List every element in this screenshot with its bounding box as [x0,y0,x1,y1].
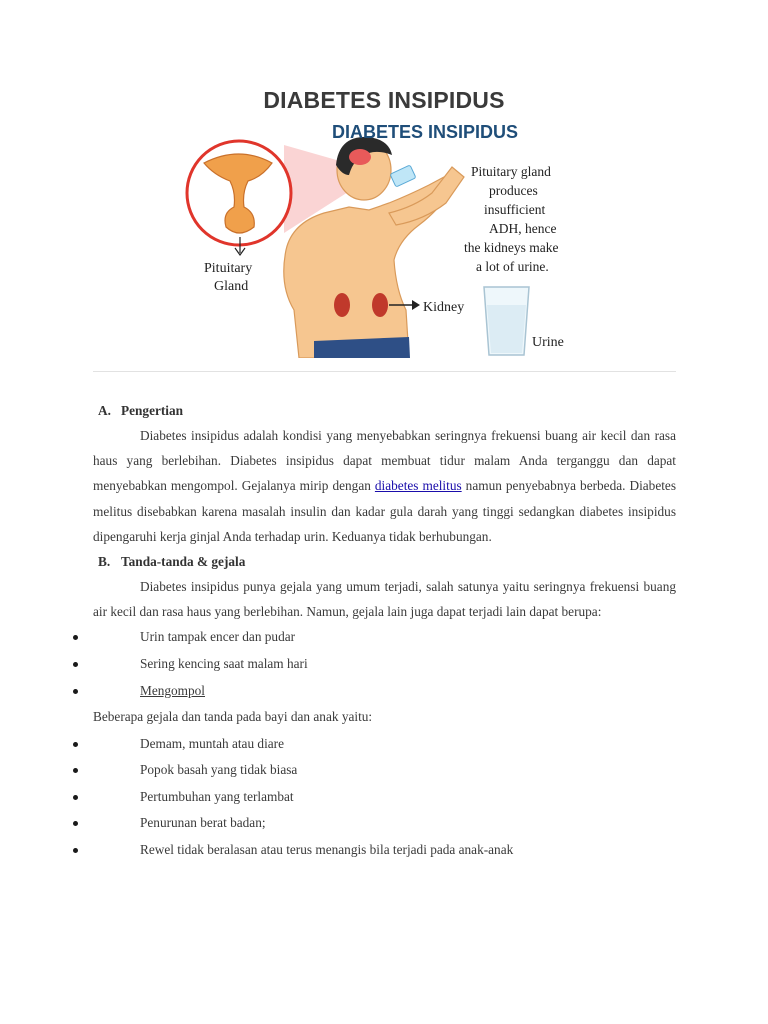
list-item: Rewel tidak beralasan atau terus menangis bila terjadi pada anak-anak [93,837,676,864]
kidney-left [334,293,350,317]
bullet-icon [73,689,78,694]
bullet-icon [73,662,78,667]
person-brain [349,149,371,165]
horizontal-divider [93,371,676,372]
children-symptom-list [93,731,676,864]
bullet-icon [73,795,78,800]
list-item: Pertumbuhan yang terlambat [93,784,676,811]
bullet-icon [73,742,78,747]
section-a-paragraph [93,423,676,549]
section-b-intro: Diabetes insipidus punya gejala yang umum terjadi, salah satunya yaitu seringnya frekuensi buang air kecil dan rasa haus yang berlebihan. Namun, gejala lain juga dapat terjadi lain dapat berupa: [93,579,676,620]
diabetes-insipidus-diagram [184,115,584,358]
section-b-letter: B. [98,554,111,570]
bullet-icon [73,848,78,853]
bullet-icon [73,821,78,826]
section-b-title: Tanda-tanda & gejala [121,554,246,570]
pituitary-label-line1: Pituitary [204,261,253,276]
section-b-heading [93,549,676,574]
page-title: DIABETES INSIPIDUS [263,87,505,113]
mengompol-link[interactable]: Mengompol [140,682,206,698]
list-item: Penurunan berat badan; [93,810,676,837]
bullet-icon [73,768,78,773]
document-body [93,398,676,864]
section-a-letter: A. [98,403,111,418]
bullet-icon [73,635,78,640]
symptom-list [93,624,676,704]
section-a-text-before-link: Diabetes insipidus adalah kondisi yang menyebabkan seringnya frekuensi buang air kecil dan rasa haus yang berlebihan. Diabetes insipidus dapat membuat tidur malam Anda terganggu dan dapat menyebabkan mengompol. Gejalanya mirip dengan [93,428,676,494]
list-item: Demam, muntah atau diare [93,731,676,758]
children-symptoms-intro: Beberapa gejala dan tanda pada bayi dan anak yaitu: [93,709,373,725]
pituitary-label-line2: Gland [214,279,249,294]
figure-heading: DIABETES INSIPIDUS [332,122,519,142]
figure-caption: Pituitary gland produces insufficient ADH, hence the kidneys make a lot of urine. [464,164,559,274]
kidney-right [372,293,388,317]
kidney-label: Kidney [423,300,465,315]
list-item: Sering kencing saat malam hari [93,651,676,678]
section-a-text-after-link: namun penyebabnya berbeda. Diabetes melitus disebabkan karena masalah insulin dan kadar gula darah yang tinggi sedangkan diabetes insipidus dipengaruhi kerja ginjal Anda terhadap urin. Keduanya tidak berhubungan. [93,478,676,544]
section-a-heading [93,398,676,423]
list-item: Popok basah yang tidak biasa [93,757,676,784]
list-item: Urin tampak encer dan pudar [93,624,676,651]
list-item [93,678,676,705]
section-a-title: Pengertian [121,403,184,418]
urine-label: Urine [532,335,564,350]
diabetes-melitus-link[interactable]: diabetes melitus [374,478,462,494]
